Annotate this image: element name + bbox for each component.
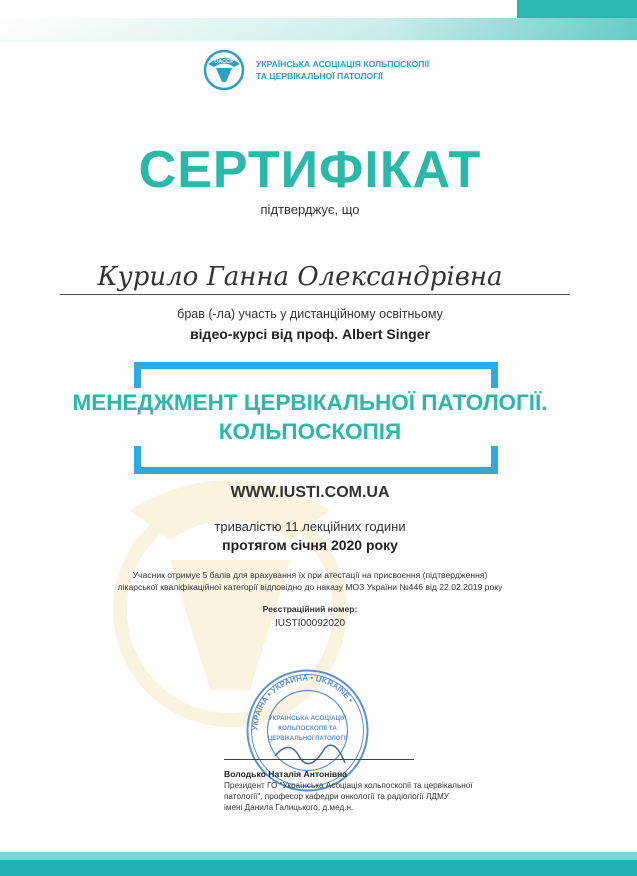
stamp-center-line2: КОЛЬПОСКОПІЇ ТА: [278, 725, 337, 732]
stamp-ring-textpath: УКРАЇНА • УКРАИНА • UKRAINE •: [250, 673, 356, 731]
duration-text: тривалістю 11 лекційних години: [214, 519, 406, 534]
signer-title-line2: патології", професор кафедри онкології та радіології ЛДМУ: [224, 792, 449, 801]
association-logo-icon: [200, 48, 248, 92]
signature-line: [224, 759, 414, 760]
course-line: відео-курсі від проф. Albert Singer: [190, 326, 430, 342]
logo-text: [256, 58, 429, 82]
participated-text: брав (-ла) участь у дистанційному освітньому: [177, 307, 443, 321]
course-title-line1: МЕНЕДЖМЕНТ ЦЕРВІКАЛЬНОЇ ПАТОЛОГІЇ.: [72, 390, 548, 415]
association-logo: [200, 48, 440, 92]
signer-title-line1: Президент ГО "Українська Асоціація кольпоскопії та цервікальної: [224, 781, 473, 790]
course-title: [30, 388, 590, 446]
period-text: протягом січня 2020 року: [222, 537, 398, 553]
stamp-center-line3: ЦЕРВІКАЛЬНОЇ ПАТОЛОГІЇ: [267, 736, 348, 742]
signature-stroke: [275, 745, 345, 763]
registration-number: IUSTI00092020: [274, 618, 346, 629]
name-underline: [60, 294, 570, 295]
top-accent-stripe: [517, 0, 637, 18]
top-decorative-band: [0, 0, 637, 42]
accreditation-note: [60, 569, 560, 593]
note-line1: Учасник отримує 5 балів для врахування їх при атестації на присвоєння (підтвердження): [132, 570, 488, 580]
course-title-line2: КОЛЬПОСКОПІЯ: [218, 419, 402, 444]
confirms-text: підтверджує, що: [260, 202, 360, 217]
signer-name: Володько Наталія Антонівна: [224, 769, 348, 779]
stamp-ring-text: [250, 673, 355, 730]
top-gradient-stripe: [0, 18, 637, 40]
logo-text-line1: УКРАЇНСЬКА АСОЦІАЦІЯ КОЛЬПОСКОПІЇ: [256, 59, 430, 69]
handwritten-recipient-name: [85, 255, 515, 295]
bottom-decorative-band: [0, 852, 637, 876]
note-line2: лікарської кваліфікаційної категорії відповідно до наказу МОЗ України №446 від 22.02.2019 року: [117, 582, 503, 592]
recipient-name-text: Курило Ганна Олександрівна: [97, 262, 503, 292]
certificate-title: СЕРТИФІКАТ: [138, 141, 482, 199]
logo-text-line2: ТА ЦЕРВІКАЛЬНОЇ ПАТОЛОГІЇ: [256, 71, 383, 81]
signer-title: [224, 780, 524, 813]
logo-mark-text: UACCP: [214, 59, 234, 65]
registration-label: Реєстраційний номер:: [262, 604, 358, 614]
stamp-center-line1: УКРАЇНСЬКА АСОЦІАЦІЯ: [268, 715, 347, 722]
signer-title-line3: імені Данила Галицького, д.мед.н.: [224, 803, 354, 812]
website-text: WWW.IUSTI.COM.UA: [230, 484, 390, 501]
bottom-accent-stripe: [0, 852, 637, 860]
